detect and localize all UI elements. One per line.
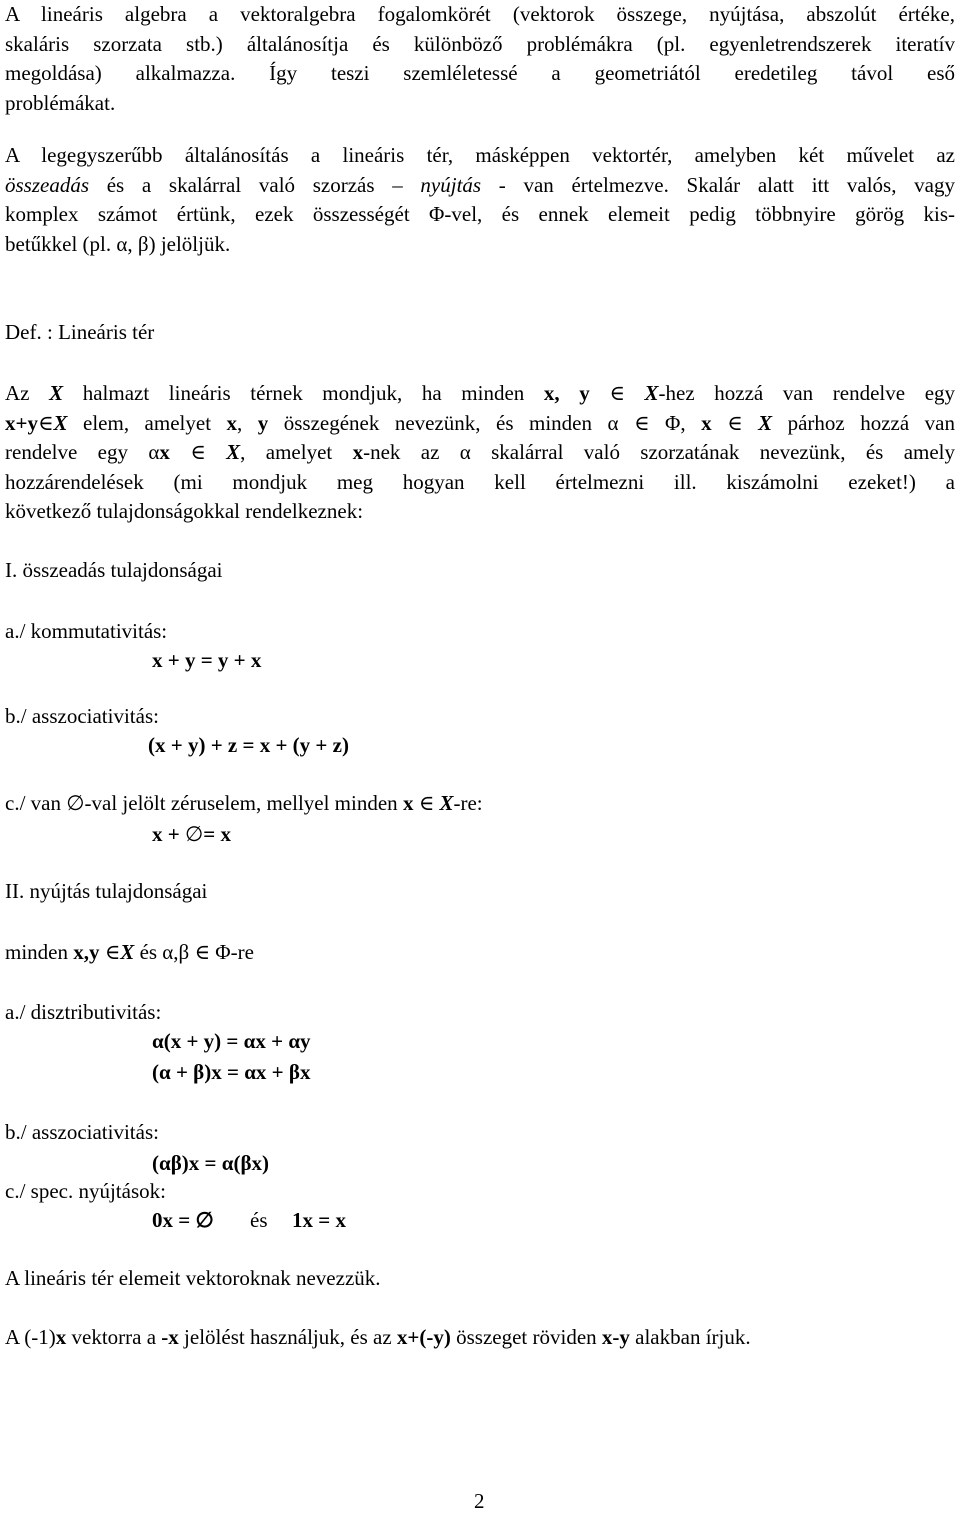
formula-text: (x + y) + z = x + (y + z) bbox=[148, 733, 349, 757]
text-span: összeget röviden bbox=[450, 1325, 602, 1349]
section-1-a-formula: x + y = y + x bbox=[152, 648, 262, 672]
text-span: -val jelölt zéruselem, mellyel minden bbox=[84, 791, 403, 815]
text-span: -hez hozzá van rendelve egy bbox=[658, 381, 956, 405]
text-span: vektorra a bbox=[66, 1325, 162, 1349]
formula-text: x + bbox=[152, 822, 185, 846]
text-span: összegének nevezünk, és minden α ∈ Φ, bbox=[268, 410, 702, 435]
intro-paragraph-1 bbox=[5, 0, 955, 118]
intro-p1-line-2: skaláris szorzata stb.) általánosítja és különböző problémákra (pl. egyenletrendszerek iteratív bbox=[5, 31, 955, 56]
zero-element-symbol: ∅ bbox=[66, 791, 85, 815]
text-span: c./ van bbox=[5, 791, 67, 815]
set-X: X bbox=[49, 381, 64, 405]
section-2-condition bbox=[5, 938, 254, 968]
vector-x: x bbox=[159, 440, 170, 464]
text-span: , amelyet bbox=[240, 440, 353, 464]
section-1-c-label bbox=[5, 789, 483, 819]
element-of-symbol: ∈ bbox=[169, 440, 227, 464]
set-X: X bbox=[120, 940, 135, 964]
def-line-2 bbox=[5, 409, 955, 439]
vector-x: x bbox=[402, 791, 414, 815]
section-2-b-label: b./ asszociativitás: bbox=[5, 1120, 159, 1144]
set-X: X bbox=[644, 381, 659, 405]
text-span: rendelve egy α bbox=[5, 440, 160, 464]
text-span: és α,β ∈ Φ-re bbox=[134, 940, 254, 964]
def-line-4: hozzárendelések (mi mondjuk meg hogyan kell értelmezni ill. kiszámolni ezeket!) a bbox=[5, 469, 955, 494]
closing-paragraph-2 bbox=[5, 1323, 751, 1353]
definition-separator: : bbox=[41, 320, 59, 344]
page-number: 2 bbox=[474, 1489, 485, 1513]
text-span: és a skalárral való szorzás – bbox=[89, 172, 421, 197]
vector-x: x bbox=[226, 410, 238, 435]
text-span: -nek az α skalárral való szorzatának nevezünk, és amely bbox=[363, 440, 956, 464]
text-span: -re: bbox=[453, 791, 483, 815]
text-span: elem, amelyet bbox=[67, 410, 227, 435]
vectors-xy: x, y bbox=[543, 381, 590, 405]
section-1-heading: I. összeadás tulajdonságai bbox=[5, 558, 223, 582]
intro-p1-line-4: problémákat. bbox=[5, 90, 116, 115]
vector-x: x bbox=[352, 440, 364, 464]
section-2-c-formula-2: 1x = x bbox=[292, 1208, 346, 1232]
sum-x-plus-y: x+y bbox=[5, 410, 38, 435]
section-2-heading: II. nyújtás tulajdonságai bbox=[5, 879, 208, 903]
negated-vector-x: -x bbox=[161, 1325, 179, 1349]
intro-p2-line-2 bbox=[5, 171, 955, 201]
intro-p2-line-4: betűkkel (pl. α, β) jelöljük. bbox=[5, 231, 231, 256]
set-X: X bbox=[53, 410, 68, 435]
definition-label: Def. bbox=[5, 320, 42, 344]
zero-element-symbol: ∅ bbox=[184, 822, 204, 846]
term-nyujtas: nyújtás bbox=[420, 172, 482, 197]
text-span: Az bbox=[5, 381, 50, 405]
section-2-b-formula: (αβ)x = α(βx) bbox=[152, 1151, 270, 1175]
text-span: párhoz hozzá van bbox=[772, 410, 955, 435]
section-1-b-formula bbox=[148, 731, 349, 761]
def-line-3 bbox=[5, 438, 955, 468]
set-X: X bbox=[439, 791, 454, 815]
difference-expression: x-y bbox=[601, 1325, 630, 1349]
element-of-symbol: ∈ bbox=[37, 410, 54, 435]
element-of-symbol: ∈ bbox=[711, 410, 759, 435]
element-of-symbol: ∈ bbox=[589, 381, 645, 405]
text-span: - van értelmezve. Skalár alatt itt valós, vagy bbox=[481, 172, 955, 197]
closing-paragraph-1: A lineáris tér elemeit vektoroknak nevezzük. bbox=[5, 1266, 381, 1290]
section-2-c-label: c./ spec. nyújtások: bbox=[5, 1179, 166, 1203]
section-2-c-formula-and: és bbox=[250, 1208, 268, 1232]
formula-text: = x bbox=[203, 822, 231, 846]
vector-y: y bbox=[257, 410, 269, 435]
vector-x: x bbox=[55, 1325, 67, 1349]
text-span: halmazt lineáris térnek mondjuk, ha minden bbox=[63, 381, 544, 405]
section-2-a-formula-2: (α + β)x = αx + βx bbox=[152, 1060, 311, 1084]
set-X: X bbox=[758, 410, 773, 435]
element-of-symbol: ∈ bbox=[413, 791, 440, 815]
section-1-b-label: b./ asszociativitás: bbox=[5, 704, 159, 728]
text-span: jelölést használjuk, és az bbox=[178, 1325, 397, 1349]
section-1-c-formula bbox=[152, 820, 231, 850]
intro-paragraph-2 bbox=[5, 141, 955, 259]
intro-p1-line-1: A lineáris algebra a vektoralgebra fogalomkörét (vektorok összege, nyújtása, abszolút értéke, bbox=[5, 2, 955, 26]
intro-p2-line-1: A legegyszerűbb általánosítás a lineáris tér, másképpen vektortér, amelyben két művelet az bbox=[5, 143, 955, 167]
definition-heading bbox=[5, 318, 154, 348]
vector-x: x bbox=[701, 410, 712, 435]
definition-title: Lineáris tér bbox=[58, 320, 155, 344]
def-line-5: következő tulajdonságokkal rendelkeznek: bbox=[5, 499, 364, 523]
element-of-symbol: ∈ bbox=[99, 940, 121, 964]
section-2-a-label: a./ disztributivitás: bbox=[5, 1000, 162, 1024]
vectors-xy: x,y bbox=[73, 940, 100, 964]
intro-p1-line-3: megoldása) alkalmazza. Így teszi szemléletessé a geometriától eredetileg távol eső bbox=[5, 61, 955, 85]
text-span: alakban írjuk. bbox=[629, 1325, 751, 1349]
text-span: minden bbox=[5, 940, 74, 964]
set-X: X bbox=[226, 440, 241, 464]
intro-p2-line-3: komplex számot értünk, ezek összességét Φ-vel, és ennek elemeit pedig többnyire görög kis- bbox=[5, 202, 955, 226]
term-osszeadas: összeadás bbox=[5, 172, 90, 197]
text-span: A (-1) bbox=[5, 1325, 56, 1349]
definition-text bbox=[5, 379, 955, 527]
section-2-a-formula-1: α(x + y) = αx + αy bbox=[152, 1029, 311, 1053]
def-line-1 bbox=[5, 379, 955, 409]
section-2-c-formula-1: 0x = ∅ bbox=[152, 1208, 214, 1232]
text-span: , bbox=[237, 410, 258, 435]
section-1-a-label: a./ kommutativitás: bbox=[5, 619, 168, 643]
sum-expression: x+(-y) bbox=[396, 1325, 451, 1349]
